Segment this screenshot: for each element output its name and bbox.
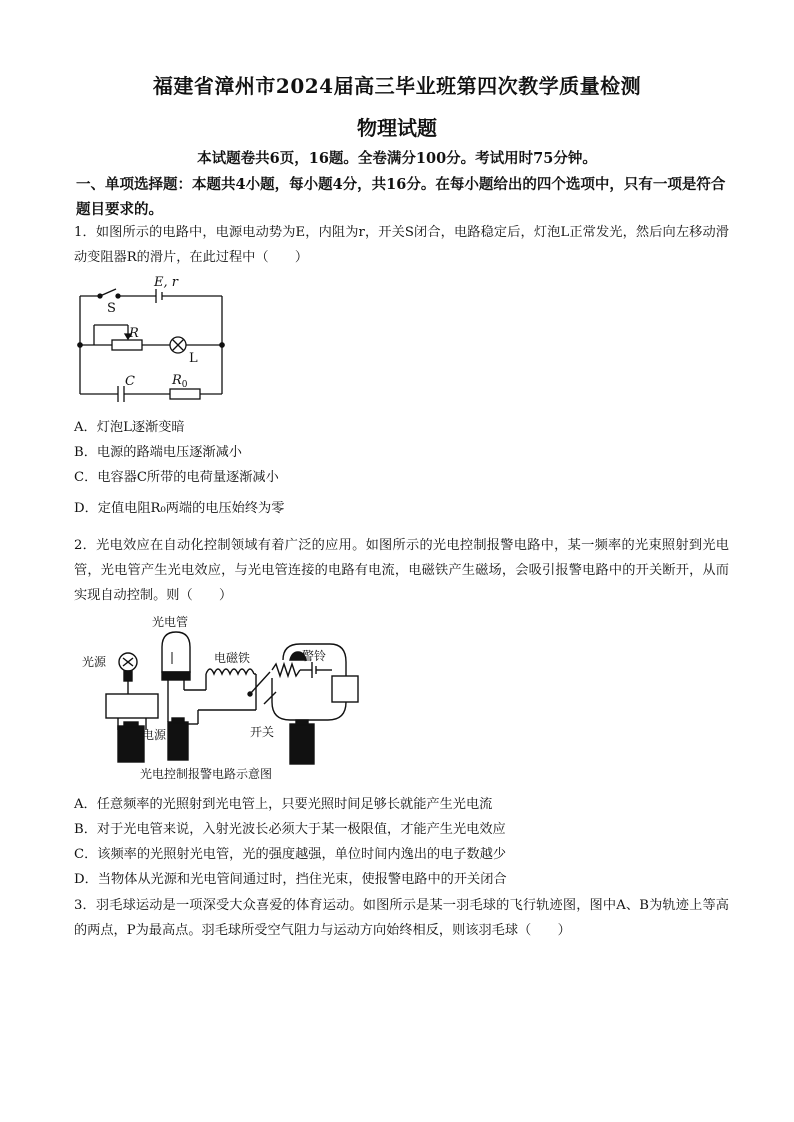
battery-right bbox=[290, 724, 314, 764]
label-switch: 开关 bbox=[250, 725, 275, 739]
figure-caption: 光电控制报警电路示意图 bbox=[140, 767, 273, 781]
q1-option-c[interactable]: C．电容器C所带的电荷量逐渐减小 bbox=[74, 470, 279, 485]
q2-option-b[interactable]: B．对于光电管来说，入射光波长必须大于某一极限值，才能产生光电效应 bbox=[74, 822, 506, 837]
power-battery bbox=[168, 722, 188, 760]
exam-info: 本试题卷共6页，16题。全卷满分100分。考试用时75分钟。 bbox=[197, 150, 597, 167]
switch-s bbox=[100, 289, 116, 296]
label-phototube: 光电管 bbox=[152, 615, 189, 629]
label-electromagnet: 电磁铁 bbox=[214, 651, 251, 665]
exam-title: 福建省漳州市2024届高三毕业班第四次教学质量检测 bbox=[152, 74, 642, 98]
section-heading: 一、单项选择题：本题共4小题，每小题4分，共16分。在每小题给出的四个选项中，只有一项是符合题目要求的。 bbox=[76, 176, 726, 218]
label-bell: 警铃 bbox=[302, 649, 327, 663]
circuit-diagram bbox=[70, 272, 240, 407]
electromagnet-coil bbox=[206, 669, 254, 674]
rheostat-r bbox=[112, 340, 142, 350]
question-3-stem: 3．羽毛球运动是一项深受大众喜爱的体育运动。如图所示是某一羽毛球的飞行轨迹图，图中A、B为轨迹上等高的两点，P为最高点。羽毛球所受空气阻力与运动方向始终相反，则该羽毛球（ ） bbox=[74, 898, 729, 938]
spring bbox=[272, 664, 300, 676]
label-r0: $R_0$ bbox=[172, 373, 188, 390]
label-lightsource: 光源 bbox=[82, 655, 107, 669]
question-1-stem: 1．如图所示的电路中，电源电动势为E，内阻为r，开关S闭合，电路稳定后，灯泡L正常发光，然后向左移动滑动变阻器R的滑片，在此过程中（ ） bbox=[74, 225, 729, 265]
label-s: S bbox=[107, 301, 116, 316]
q2-option-d[interactable]: D．当物体从光源和光电管间通过时，挡住光束，使报警电路中的开关闭合 bbox=[74, 872, 507, 887]
resistor-r0 bbox=[170, 389, 200, 399]
photoelectric-alarm-diagram bbox=[78, 612, 368, 787]
q1-option-a[interactable]: A．灯泡L逐渐变暗 bbox=[74, 420, 185, 435]
question-2-stem: 2．光电效应在自动化控制领域有着广泛的应用。如图所示的光电控制报警电路中，某一频率的光束照射到光电管，光电管产生光电效应，与光电管连接的电路有电流，电磁铁产生磁场，会吸引报警电路中的开关断开，从而实现自动控制。则（ ） bbox=[74, 538, 729, 603]
q2-option-a[interactable]: A．任意频率的光照射到光电管上，只要光照时间足够长就能产生光电流 bbox=[74, 797, 493, 812]
label-r: R bbox=[129, 326, 139, 341]
q2-option-c[interactable]: C．该频率的光照射光电管，光的强度越强，单位时间内逸出的电子数越少 bbox=[74, 847, 507, 862]
label-c: C bbox=[125, 374, 135, 389]
label-er: E, r bbox=[154, 275, 178, 290]
exam-subtitle: 物理试题 bbox=[357, 116, 437, 140]
label-l: L bbox=[189, 351, 198, 366]
label-power: 电源 bbox=[142, 728, 167, 742]
bell-box bbox=[332, 676, 358, 702]
q1-option-d[interactable]: D．定值电阻R₀两端的电压始终为零 bbox=[74, 501, 285, 516]
q1-option-b[interactable]: B．电源的路端电压逐渐减小 bbox=[74, 445, 242, 460]
battery-left bbox=[118, 726, 144, 762]
